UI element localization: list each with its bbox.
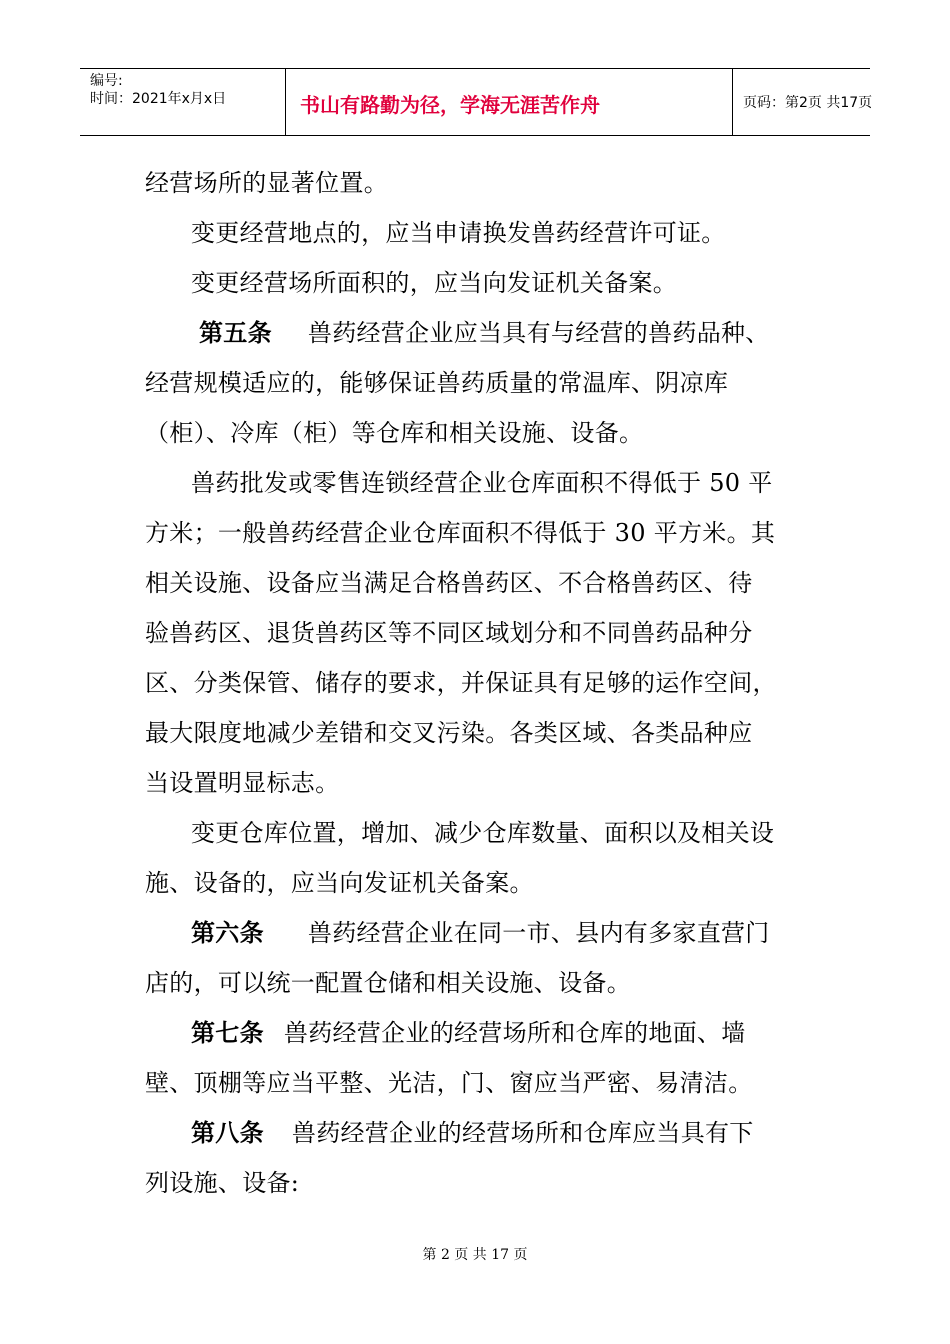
header-meta-cell (80, 69, 285, 135)
article-seven-line (145, 1008, 810, 1058)
header-page-info: 页码：第2页 共17页 (743, 95, 873, 111)
body-line: 相关设施、设备应当满足合格兽药区、不合格兽药区、待 (145, 569, 753, 597)
body-line: 列设施、设备: (145, 1169, 300, 1197)
article-eight-heading: 第八条 (191, 1119, 264, 1147)
body-line: 经营场所的显著位置。 (145, 169, 388, 197)
header-page-cell (733, 69, 873, 135)
body-line-text: 兽药经营企业应当具有与经营的兽药品种、 (307, 319, 770, 347)
body-line: 当设置明显标志。 (145, 769, 340, 797)
article-eight-line (145, 1108, 810, 1158)
body-line: 兽药批发或零售连锁经营企业仓库面积不得低于 50 平 (191, 469, 773, 497)
page-footer: 第 2 页 共 17 页 (422, 1247, 528, 1263)
body-line: 变更经营场所面积的，应当向发证机关备案。 (191, 269, 677, 297)
header-motto: 书山有路勤为径，学海无涯苦作舟 (300, 93, 600, 117)
body-line: 壁、顶棚等应当平整、光洁，门、窗应当严密、易清洁。 (145, 1069, 753, 1097)
article-seven-heading: 第七条 (191, 1019, 264, 1047)
header-motto-cell (285, 69, 733, 135)
article-six-heading: 第六条 (191, 919, 264, 947)
body-line: 经营规模适应的，能够保证兽药质量的常温库、阴凉库 (145, 369, 729, 397)
document-time-label: 时间：2021年x月x日 (90, 91, 227, 107)
article-five-heading: 第五条 (199, 319, 272, 347)
document-header (80, 68, 873, 136)
article-six-line (145, 908, 810, 958)
document-body (145, 158, 810, 1208)
body-line-text: 兽药经营企业的经营场所和仓库应当具有下 (291, 1119, 754, 1147)
body-line: 店的，可以统一配置仓储和相关设施、设备。 (145, 969, 631, 997)
article-five-line (145, 308, 810, 358)
body-line: 变更经营地点的，应当申请换发兽药经营许可证。 (191, 219, 726, 247)
body-line: 变更仓库位置，增加、减少仓库数量、面积以及相关设 (191, 819, 775, 847)
body-line: 施、设备的，应当向发证机关备案。 (145, 869, 534, 897)
body-line: 区、分类保管、储存的要求，并保证具有足够的运作空间， (145, 669, 777, 697)
body-line-text: 兽药经营企业的经营场所和仓库的地面、墙 (283, 1019, 746, 1047)
body-line: 最大限度地减少差错和交叉污染。各类区域、各类品种应 (145, 719, 753, 747)
body-line-text: 兽药经营企业在同一市、县内有多家直营门 (307, 919, 770, 947)
body-line: （柜）、冷库（柜）等仓库和相关设施、设备。 (145, 419, 644, 447)
document-number-label: 编号: (90, 73, 123, 89)
body-line: 方米；一般兽药经营企业仓库面积不得低于 30 平方米。其 (145, 519, 776, 547)
body-line: 验兽药区、退货兽药区等不同区域划分和不同兽药品种分 (145, 619, 753, 647)
